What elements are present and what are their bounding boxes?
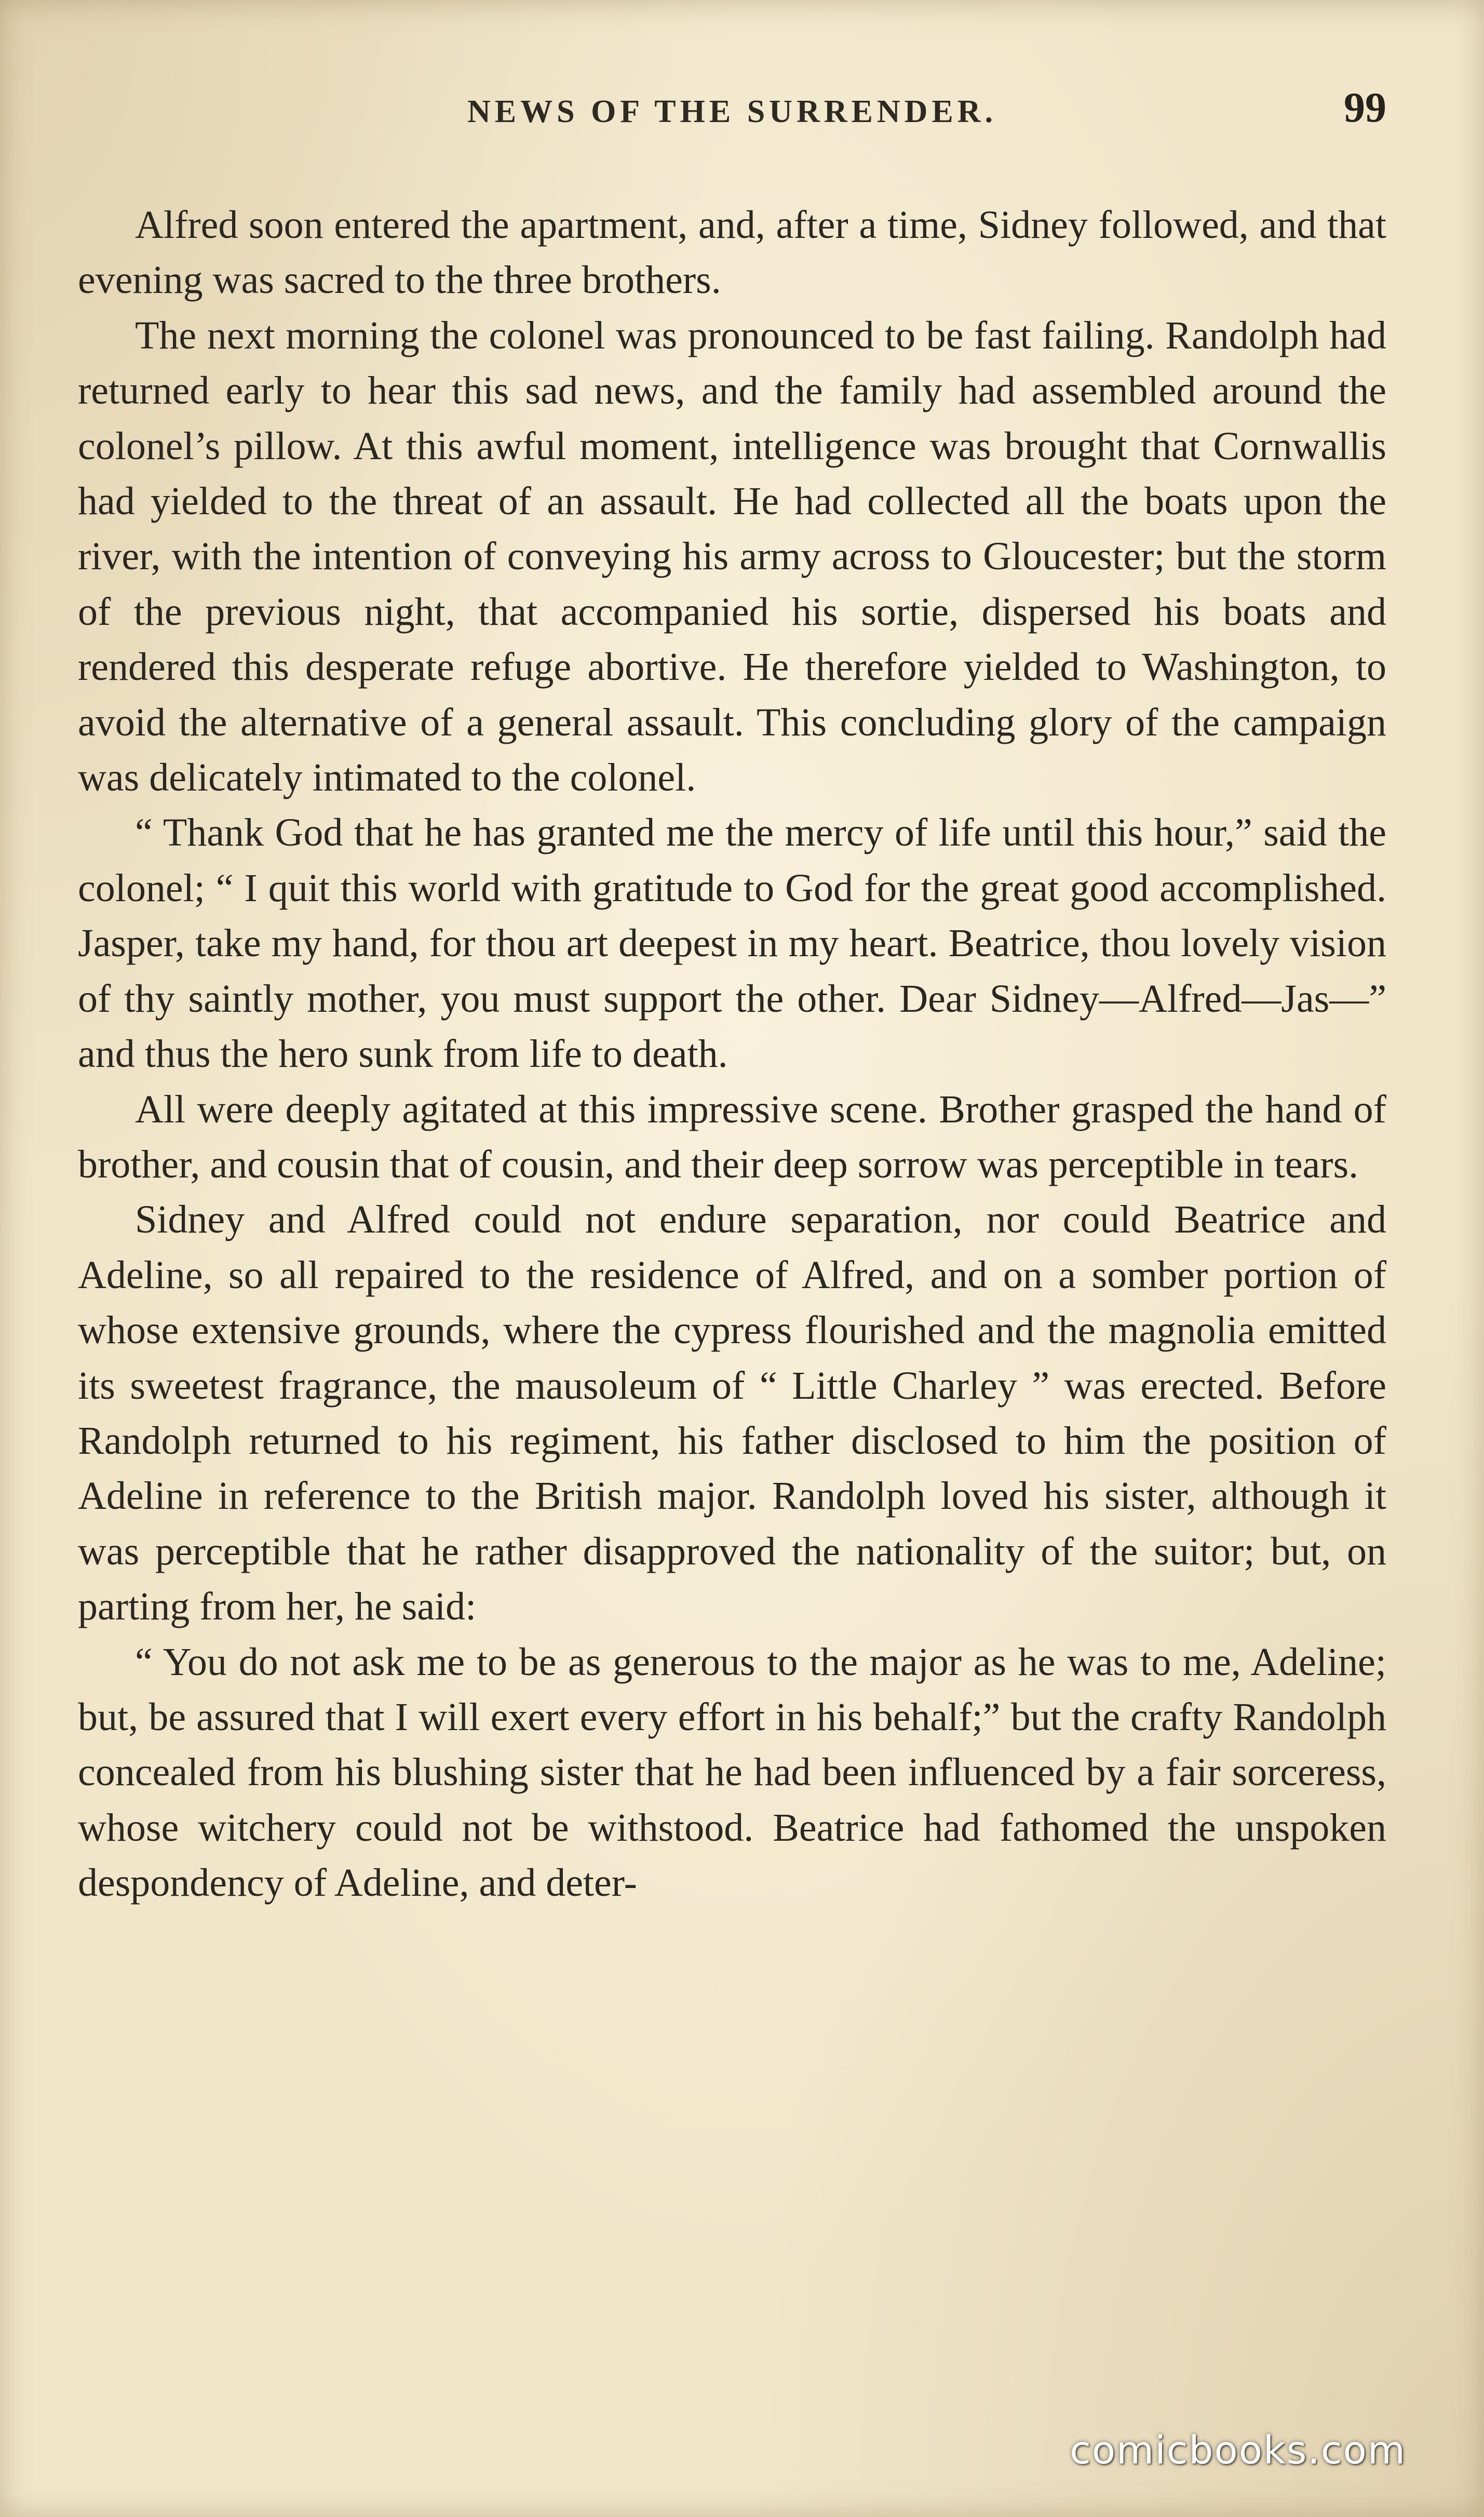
- body-text: [78, 197, 1386, 1911]
- page-number: 99: [1344, 84, 1386, 131]
- paragraph: “ Thank God that he has granted me the mercy of life until this hour,” said the colonel; “ I quit this world with gratitude to God for the great good accomplished. Jasper, take my hand, for thou art deepest in my heart. Beatrice, thou lovely vision of thy saintly mother, you must support the other. Dear Sidney—Alfred—Jas—” and thus the hero sunk from life to death.: [78, 811, 1386, 1076]
- page-header: [78, 83, 1386, 145]
- watermark: comicbooks.com: [1070, 2428, 1406, 2473]
- paragraph: “ You do not ask me to be as generous to the major as he was to me, Adeline; but, be assured that I will exert every effort in his behalf;” but the crafty Randolph concealed from his blushing sister that he had been influenced by a fair sorceress, whose witchery could not be withstood. Beatrice had fathomed the unspoken despondency of Adeline, and deter-: [78, 1640, 1386, 1905]
- running-head: NEWS OF THE SURRENDER.: [467, 94, 997, 129]
- paragraph: Alfred soon entered the apartment, and, after a time, Sidney followed, and that evening was sacred to the three brothers.: [78, 203, 1386, 302]
- paragraph: All were deeply agitated at this impressive scene. Brother grasped the hand of brother, and cousin that of cousin, and their deep sorrow was perceptible in tears.: [78, 1087, 1386, 1186]
- paragraph: Sidney and Alfred could not endure separation, nor could Beatrice and Adeline, so all repaired to the residence of Alfred, and on a somber portion of whose extensive grounds, where the cypress flourished and the magnolia emitted its sweetest fragrance, the mausoleum of “ Little Charley ” was erected. Before Randolph returned to his regiment, his father disclosed to him the position of Adeline in reference to the British major. Randolph loved his sister, although it was perceptible that he rather disapproved the nationality of the suitor; but, on parting from her, he said:: [78, 1198, 1386, 1629]
- paragraph: The next morning the colonel was pronounced to be fast failing. Randolph had returned early to hear this sad news, and the family had assembled around the colonel’s pillow. At this awful moment, intelligence was brought that Cornwallis had yielded to the threat of an assault. He had collected all the boats upon the river, with the intention of conveying his army across to Gloucester; but the storm of the previous night, that accompanied his sortie, dispersed his boats and rendered this desperate refuge abortive. He therefore yielded to Washington, to avoid the alternative of a general assault. This concluding glory of the campaign was delicately intimated to the colonel.: [78, 313, 1386, 800]
